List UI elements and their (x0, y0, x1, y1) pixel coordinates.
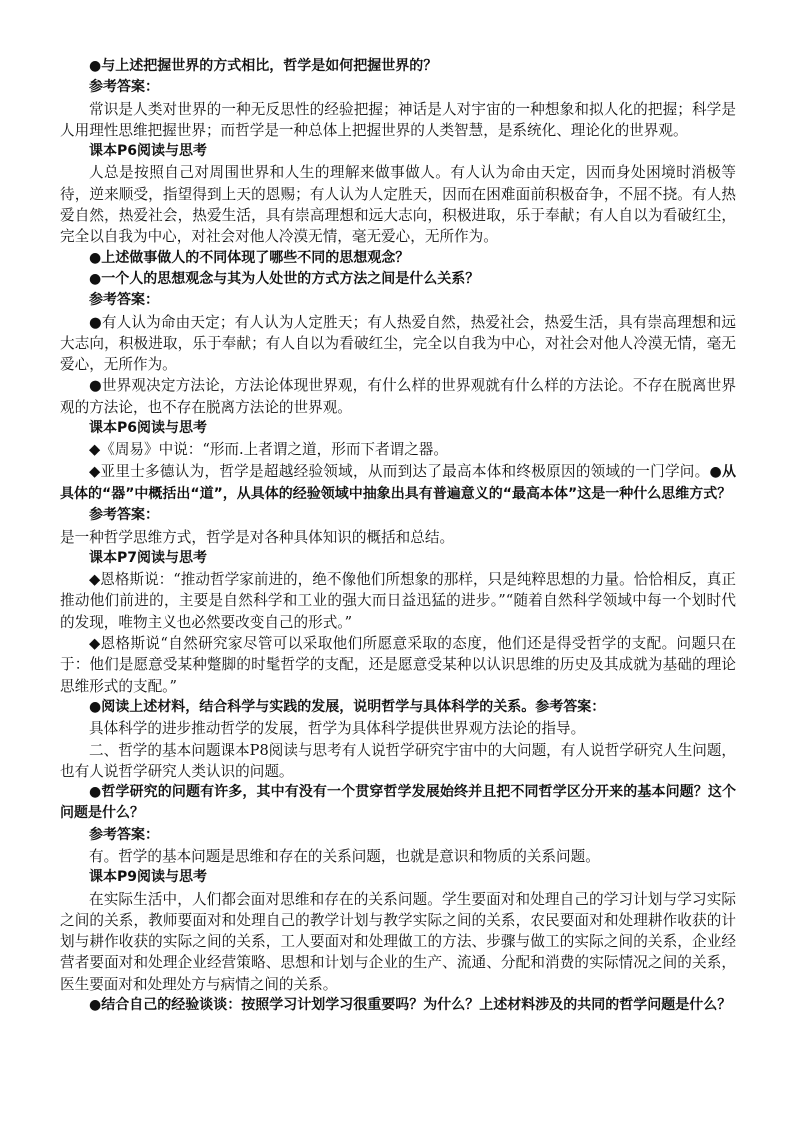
answer-heading-1: 参考答案： (89, 79, 159, 96)
section-heading-p7: 课本P7阅读与思考 (89, 549, 208, 566)
material-p9: 在实际生活中，人们都会面对思维和存在的关系问题。学生要面对和处理自己的学习计划与学习实际之间的关系，教师要面对和处理自己的教学计划与教学实际之间的关系，农民要面对和处理耕作收获的计划与耕作收获的实际之间的关系，工人要面对和处理做工的方法、步骤与做工的实际之间的关系，企业经营者要面对和处理企业经营策略、思想和计划与企业的生产、流通、分配和消费的实际情况之间的关系，医生要面对和处理处方与病情之间的关系。 (60, 890, 736, 993)
section-heading-p9: 课本P9阅读与思考 (89, 869, 208, 886)
question-7: ●结合自己的经验谈谈：按照学习计划学习很重要吗？为什么？上述材料涉及的共同的哲学问题是什么？ (89, 997, 732, 1014)
answer-5: 具体科学的进步推动哲学的发展，哲学为具体科学提供世界观方法论的指导。 (89, 720, 586, 738)
answer-heading-3: 参考答案： (89, 507, 159, 524)
question-1: ●与上述把握世界的方式相比，哲学是如何把握世界的？ (89, 58, 438, 74)
answer-2a: ●有人认为命由天定；有人认为人定胜天；有人热爱自然，热爱社会，热爱生活，具有崇高理想和远大志向，积极进取，乐于奉献；有人自以为看破红尘，完全以自我为中心，对社会对他人冷漠无情，毫无爱心，无所作为。 (60, 313, 736, 374)
answer-2b: ●世界观决定方法论，方法论体现世界观，有什么样的世界观就有什么样的方法论。不存在脱离世界观的方法论，也不存在脱离方法论的世界观。 (60, 377, 736, 416)
material-engels-2: ◆恩格斯说“自然研究家尽管可以采取他们所愿意采取的态度，他们还是得受哲学的支配。问题只在于：他们是愿意受某种蹩脚的时髦哲学的支配，还是愿意受某种以认识思维的历史及其成就为基础的理论思维形式的支配。” (60, 635, 736, 695)
answer-1: 常识是人类对世界的一种无反思性的经验把握；神话是人对宇宙的一种想象和拟人化的把握；科学是人用理性思维把握世界；而哲学是一种总体上把握世界的人类智慧，是系统化、理论化的世界观。 (60, 100, 736, 139)
material-p6-a: 人总是按照自己对周围世界和人生的理解来做事做人。有人认为命由天定，因而身处困境时消极等待，逆来顺受，指望得到上天的恩赐；有人认为人定胜天，因而在困难面前积极奋争，不屈不挠。有人热爱自然，热爱社会，热爱生活，具有崇高理想和远大志向，积极进取，乐于奉献；有人自以为看破红尘，完全以自我为中心，对社会对他人冷漠无情，毫无爱心，无所作为。 (60, 164, 736, 246)
material-zhouyi: ◆《周易》中说：“形而.上者谓之道，形而下者谓之器。 (89, 441, 448, 459)
question-6: ●哲学研究的问题有许多，其中有没有一个贯穿哲学发展始终并且把不同哲学区分开来的基本问题？这个问题是什么？ (60, 784, 736, 822)
material-aristotle-text: ◆亚里士多德认为，哲学是超越经验领域，从而到达了最高本体和终极原因的领域的一门学问。 (89, 462, 710, 480)
question-3: ●一个人的思想观念与其为人处世的方式方法之间是什么关系？ (89, 270, 480, 287)
answer-heading-2: 参考答案： (89, 292, 159, 309)
question-5: ●阅读上述材料，结合科学与实践的发展，说明哲学与具体科学的关系。参考答案： (89, 698, 606, 715)
answer-heading-6: 参考答案： (89, 826, 159, 843)
section-basic-problem: 二、哲学的基本问题课本P8阅读与思考有人说哲学研究宇宙中的大问题，有人说哲学研究人生问题，也有人说哲学研究人类认识的问题。 (60, 741, 736, 780)
material-aristotle (60, 461, 736, 506)
answer-6: 有。哲学的基本问题是思维和存在的关系问题，也就是意识和物质的关系问题。 (89, 847, 600, 865)
question-4: ●从具体的“器”中概括出“道”，从具体的经验领域中抽象出具有普遍意义的“最高本体”这是一种什么思维方式？ (60, 463, 736, 502)
question-2: ●上述做事做人的不同体现了哪些不同的思想观念？ (89, 249, 410, 266)
answer-3: 是一种哲学思维方式，哲学是对各种具体知识的概括和总结。 (60, 528, 455, 546)
material-engels-1: ◆恩格斯说：“推动哲学家前进的，绝不像他们所想象的那样，只是纯粹思想的力量。恰恰相反，真正推动他们前进的，主要是自然科学和工业的强大而日益迅猛的进步。”“随着自然科学领域中每一个划时代的发现，唯物主义也必然要改变自己的形式。” (60, 571, 736, 631)
section-heading-p6-b: 课本P6阅读与思考 (89, 420, 208, 437)
section-heading-p6-a: 课本P6阅读与思考 (89, 143, 208, 160)
